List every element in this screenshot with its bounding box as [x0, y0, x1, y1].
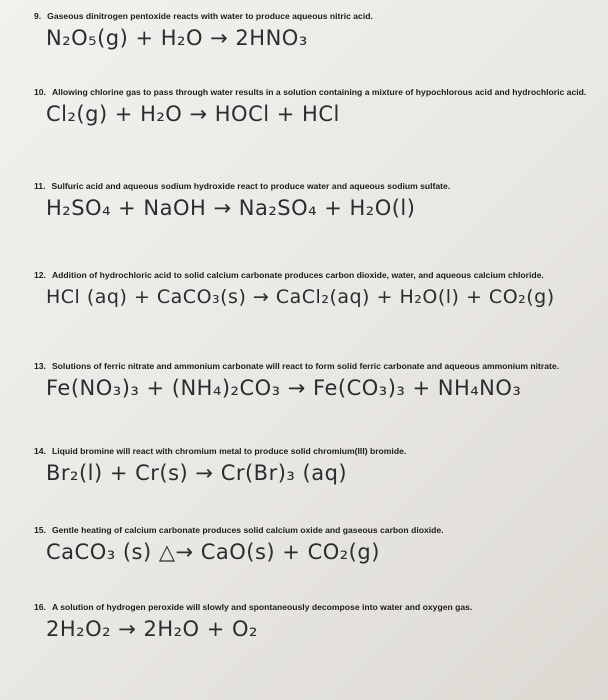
problem-number: 12. [34, 270, 46, 280]
handwritten-answer: Fe(NO₃)₃ + (NH₄)₂CO₃ → Fe(CO₃)₃ + NH₄NO₃ [46, 376, 522, 400]
question-text: A solution of hydrogen peroxide will slowly and spontaneously decompose into water and oxygen gas. [51, 602, 473, 612]
question-text: Addition of hydrochloric acid to solid calcium carbonate produces carbon dioxide, water, and aqueous calcium chloride. [51, 270, 544, 280]
problem-question [34, 87, 594, 98]
problem-number: 11. [34, 181, 46, 191]
problem-15 [34, 525, 594, 565]
problem-question [34, 181, 594, 192]
problem-number: 15. [34, 525, 46, 535]
question-text: Gaseous dinitrogen pentoxide reacts with water to produce aqueous nitric acid. [47, 11, 373, 21]
problem-question [34, 602, 594, 613]
problem-number: 9. [34, 11, 42, 21]
handwritten-answer: Cl₂(g) + H₂O → HOCl + HCl [46, 102, 340, 126]
problem-question [34, 270, 594, 281]
problem-question [34, 361, 594, 372]
problem-question [34, 446, 594, 457]
handwritten-answer: 2H₂O₂ → 2H₂O + O₂ [46, 617, 258, 641]
problem-number: 14. [34, 446, 46, 456]
problem-14 [34, 446, 594, 486]
question-text: Allowing chlorine gas to pass through water results in a solution containing a mixture of hypochlorous acid and hydrochloric acid. [51, 87, 587, 97]
question-text: Gentle heating of calcium carbonate produces solid calcium oxide and gaseous carbon dioxide. [51, 525, 444, 535]
question-text: Liquid bromine will react with chromium metal to produce solid chromium(III) bromide. [51, 446, 407, 456]
problem-10 [34, 87, 594, 127]
question-text: Solutions of ferric nitrate and ammonium carbonate will react to form solid ferric carbonate and aqueous ammonium nitrate. [51, 361, 560, 371]
problem-number: 10. [34, 87, 46, 97]
problem-question [34, 11, 594, 22]
problem-question [34, 525, 594, 536]
problem-9 [34, 11, 594, 51]
handwritten-answer: Br₂(l) + Cr(s) → Cr(Br)₃ (aq) [46, 461, 348, 485]
question-text: Sulfuric acid and aqueous sodium hydroxide react to produce water and aqueous sodium sulfate. [51, 181, 451, 191]
handwritten-answer: H₂SO₄ + NaOH → Na₂SO₄ + H₂O(l) [46, 196, 416, 220]
problem-number: 16. [34, 602, 46, 612]
problem-11 [34, 181, 594, 221]
problem-16 [34, 602, 594, 642]
handwritten-answer: CaCO₃ (s) △→ CaO(s) + CO₂(g) [46, 540, 380, 564]
problem-number: 13. [34, 361, 46, 371]
handwritten-answer: HCl (aq) + CaCO₃(s) → CaCl₂(aq) + H₂O(l) + CO₂(g) [46, 286, 555, 308]
handwritten-answer: N₂O₅(g) + H₂O → 2HNO₃ [46, 26, 308, 50]
problem-13 [34, 361, 594, 401]
problem-12 [34, 270, 594, 310]
